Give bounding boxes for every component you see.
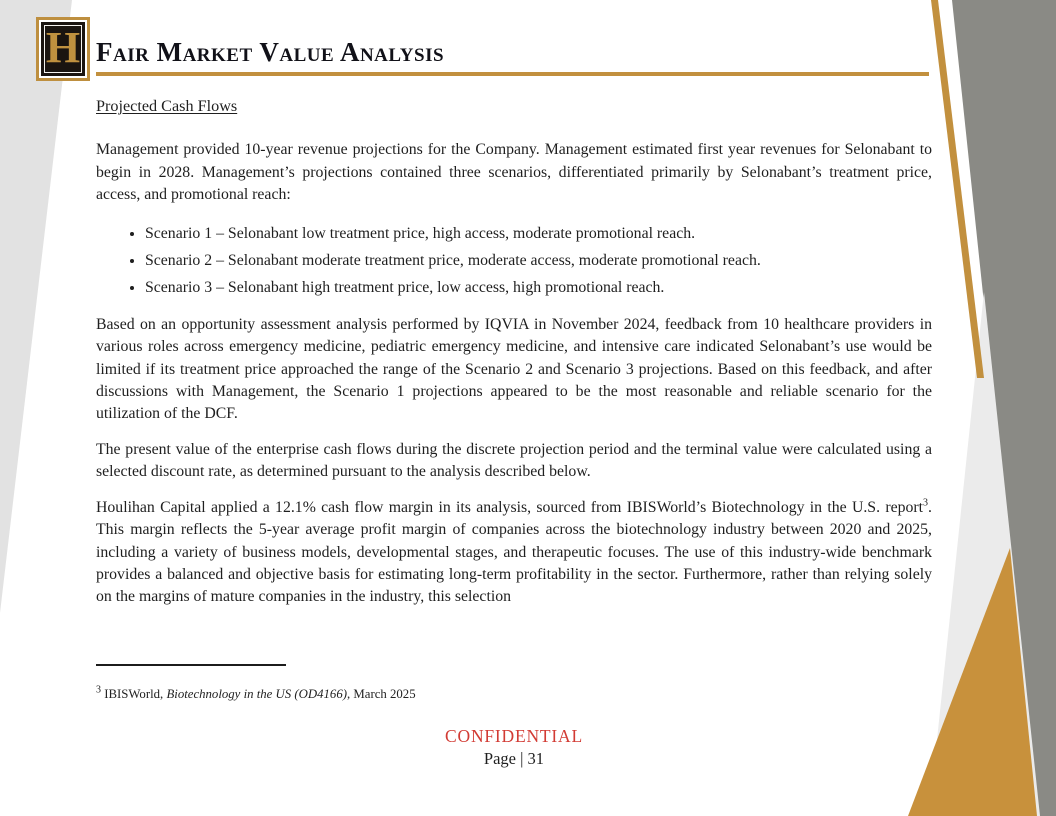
- footnote-date: , March 2025: [347, 687, 416, 701]
- page-footer: [96, 726, 932, 770]
- paragraph-cash-flow-margin-lead: Houlihan Capital applied a 12.1% cash flow margin in its analysis, sourced from IBISWorld’s Biotechnology in the U.S. report: [96, 498, 924, 516]
- title-gold-rule: [96, 72, 929, 76]
- scenario-2-item: • Scenario 2 – Selonabant moderate treatment price, moderate access, moderate promotional reach.: [145, 250, 932, 272]
- footnote-separator: [96, 664, 286, 666]
- confidential-label: CONFIDENTIAL: [445, 726, 583, 746]
- footnote-block: [96, 664, 796, 702]
- logo-letter-h: H: [45, 23, 81, 72]
- scenario-list: [96, 223, 932, 300]
- scenario-1-item: • Scenario 1 – Selonabant low treatment price, high access, moderate promotional reach.: [145, 223, 932, 245]
- section-heading: Projected Cash Flows: [96, 97, 238, 115]
- footnote-source: IBISWorld,: [101, 687, 167, 701]
- page-title: Fair Market Value Analysis: [96, 37, 445, 67]
- footnote-reference-3: 3: [923, 497, 929, 509]
- page-number: Page | 31: [483, 749, 545, 768]
- scenario-3-item: • Scenario 3 – Selonabant high treatment price, low access, high promotional reach.: [145, 277, 932, 299]
- body-content: [96, 95, 932, 622]
- paragraph-cash-flow-margin-rest: . This margin reflects the 5-year average profit margin of companies across the biotechnology industry between 2020 and 2025, including a variety of business models, developmental stages, and therapeutic focuses. The use of this industry-wide benchmark provides a balanced and objective basis for estimating long-term profitability in the sector. Furthermore, rather than relying solely on the margins of mature companies in the industry, this selection: [96, 498, 932, 606]
- footnote-text: [96, 684, 796, 702]
- logo-panel: [41, 22, 85, 76]
- paragraph-cash-flow-margin: [96, 497, 932, 609]
- paragraph-present-value: The present value of the enterprise cash flows during the discrete projection period and the terminal value were calculated using a selected discount rate, as determined pursuant to the analysis described below.: [96, 440, 932, 481]
- footnote-report-title: Biotechnology in the US (OD4166): [166, 687, 347, 701]
- footnote-marker: 3: [96, 684, 101, 696]
- left-gray-band: [0, 0, 72, 613]
- houlihan-capital-logo: [36, 17, 90, 81]
- logo-inner-frame: [44, 25, 82, 73]
- paragraph-iqvia-feedback: Based on an opportunity assessment analysis performed by IQVIA in November 2024, feedback from 10 healthcare providers in various roles across emergency medicine, pediatric emergency medicine, and intensive care indicated Selonabant’s use would be limited if its treatment price approached the range of the Scenario 2 and Scenario 3 projections. Based on this feedback, and after discussions with Management, the Scenario 1 projections appeared to be the most reasonable and reliable scenario for the utilization of the DCF.: [96, 315, 932, 423]
- paragraph-projections: Management provided 10-year revenue projections for the Company. Management estimated first year revenues for Selonabant to begin in 2028. Management’s projections contained three scenarios, differentiated primarily by Selonabant’s treatment price, access, and promotional reach:: [96, 141, 932, 204]
